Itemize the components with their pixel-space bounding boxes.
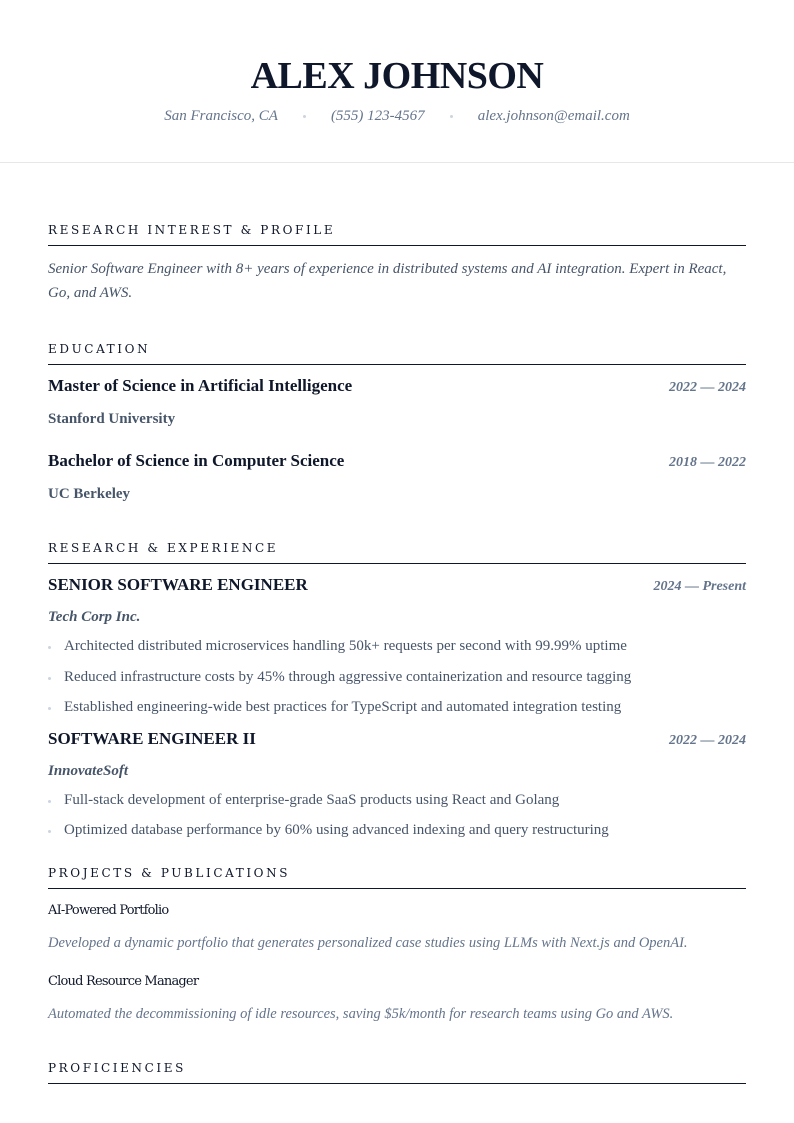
section-title: PROJECTS & PUBLICATIONS	[48, 866, 746, 889]
date-range: 2024 — Present	[653, 579, 746, 594]
email-link[interactable]: alex.johnson@email.com	[477, 108, 630, 124]
achievement-item: Full-stack development of enterprise-grade SaaS products using React and Golang	[48, 790, 746, 810]
date-range: 2022 — 2024	[669, 380, 746, 395]
education-entry	[48, 450, 746, 504]
resume-body	[0, 223, 794, 1084]
project-entry	[48, 902, 746, 953]
school-name: UC Berkeley	[48, 486, 131, 502]
bullet-dot	[48, 707, 51, 710]
bullet-dot	[48, 830, 51, 833]
bullet-dot	[48, 800, 51, 803]
experience-entry	[48, 728, 746, 841]
school-name: Stanford University	[48, 411, 176, 427]
section-title: RESEARCH & EXPERIENCE	[48, 541, 746, 564]
experience-section	[48, 541, 746, 840]
experience-entry	[48, 574, 746, 717]
date-range: 2018 — 2022	[669, 455, 746, 470]
project-entry	[48, 973, 746, 1024]
bullet-dot	[48, 646, 51, 649]
project-description: Developed a dynamic portfolio that generates personalized case studies using LLMs with Next.js and OpenAI.	[48, 935, 688, 951]
achievement-item: Optimized database performance by 60% using advanced indexing and query restructuring	[48, 820, 746, 840]
section-title: EDUCATION	[48, 342, 746, 365]
contact-line	[0, 107, 794, 125]
resume-header	[0, 0, 794, 163]
projects-section	[48, 866, 746, 1024]
achievement-list	[48, 636, 746, 717]
job-title: SENIOR SOFTWARE ENGINEER	[48, 575, 308, 594]
location-text: San Francisco, CA	[164, 108, 278, 124]
degree-title: Master of Science in Artificial Intelligence	[48, 376, 353, 395]
company-name: Tech Corp Inc.	[48, 609, 141, 625]
project-title: Cloud Resource Manager	[48, 974, 199, 989]
project-description: Automated the decommissioning of idle resources, saving $5k/month for research teams using Go and AWS.	[48, 1006, 674, 1022]
degree-title: Bachelor of Science in Computer Science	[48, 451, 345, 470]
bullet-dot	[48, 677, 51, 680]
achievement-list	[48, 790, 746, 841]
profile-section	[48, 223, 746, 305]
candidate-name: ALEX JOHNSON	[250, 55, 544, 97]
separator-dot	[303, 115, 306, 118]
job-title: SOFTWARE ENGINEER II	[48, 728, 256, 748]
date-range: 2022 — 2024	[669, 732, 746, 748]
project-title: AI-Powered Portfolio	[48, 903, 169, 918]
proficiencies-section	[48, 1061, 746, 1084]
education-section	[48, 342, 746, 504]
section-title: RESEARCH INTEREST & PROFILE	[48, 223, 746, 246]
achievement-item: Reduced infrastructure costs by 45% through aggressive containerization and resource tagging	[48, 667, 746, 687]
profile-summary: Senior Software Engineer with 8+ years of experience in distributed systems and AI integration. Expert in React, Go, and AWS.	[48, 261, 727, 301]
phone-text: (555) 123-4567	[330, 108, 425, 124]
achievement-item: Established engineering-wide best practices for TypeScript and automated integration testing	[48, 697, 746, 717]
section-title: PROFICIENCIES	[48, 1061, 746, 1084]
achievement-item: Architected distributed microservices handling 50k+ requests per second with 99.99% uptime	[48, 636, 746, 656]
education-entry	[48, 375, 746, 429]
separator-dot	[450, 115, 453, 118]
company-name: InnovateSoft	[48, 762, 129, 779]
